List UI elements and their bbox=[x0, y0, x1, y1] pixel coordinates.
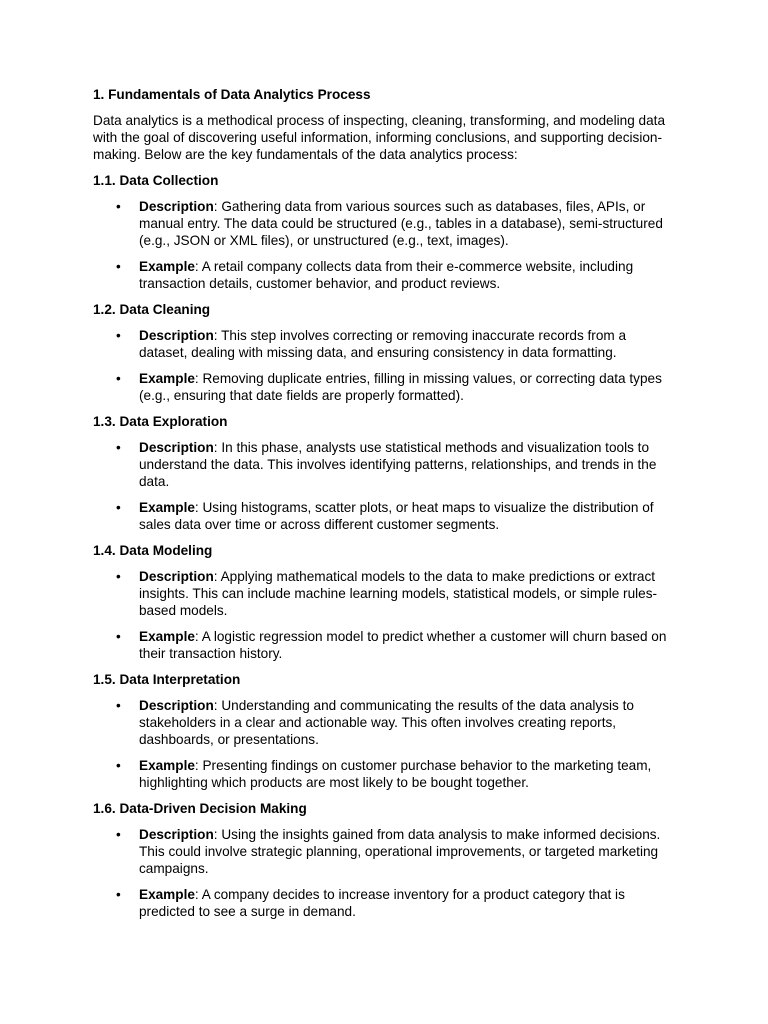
list-item bbox=[93, 258, 678, 292]
item-text: : A logistic regression model to predict whether a customer will churn based on their transaction history. bbox=[139, 629, 667, 661]
item-text: : Removing duplicate entries, filling in missing values, or correcting data types (e.g., ensuring that date fields are properly formatted). bbox=[139, 371, 662, 403]
item-label: Description bbox=[139, 328, 214, 343]
item-label: Description bbox=[139, 698, 214, 713]
item-text: : Using histograms, scatter plots, or heat maps to visualize the distribution of sales data over time or across different customer segments. bbox=[139, 500, 654, 532]
item-label: Example bbox=[139, 629, 195, 644]
section-heading: 1.4. Data Modeling bbox=[93, 543, 213, 558]
item-text: : Gathering data from various sources such as databases, files, APIs, or manual entry. The data could be structured (e.g., tables in a database), semi-structured (e.g., JSON or XML files), or unstructured (e.g., text, images). bbox=[139, 199, 663, 248]
section-list bbox=[93, 439, 678, 533]
list-item bbox=[93, 628, 678, 662]
section-heading: 1.6. Data-Driven Decision Making bbox=[93, 801, 307, 816]
item-label: Example bbox=[139, 371, 195, 386]
item-text: : Applying mathematical models to the data to make predictions or extract insights. This can include machine learning models, statistical models, or simple rules-based models. bbox=[139, 569, 658, 618]
bullet-icon: • bbox=[116, 758, 121, 773]
list-item bbox=[93, 499, 678, 533]
section-list bbox=[93, 826, 678, 920]
item-label: Example bbox=[139, 500, 195, 515]
item-label: Description bbox=[139, 827, 214, 842]
list-item bbox=[93, 370, 678, 404]
list-item bbox=[93, 826, 678, 877]
list-item bbox=[93, 697, 678, 748]
list-item bbox=[93, 327, 678, 361]
list-item bbox=[93, 568, 678, 619]
bullet-icon: • bbox=[116, 371, 121, 386]
section-heading: 1.3. Data Exploration bbox=[93, 414, 228, 429]
item-text: : In this phase, analysts use statistical methods and visualization tools to understand the data. This involves identifying patterns, relationships, and trends in the data. bbox=[139, 440, 657, 489]
item-text: : Using the insights gained from data analysis to make informed decisions. This could involve strategic planning, operational improvements, or targeted marketing campaigns. bbox=[139, 827, 661, 876]
item-label: Description bbox=[139, 199, 214, 214]
list-item bbox=[93, 198, 678, 249]
item-label: Description bbox=[139, 440, 214, 455]
item-label: Example bbox=[139, 259, 195, 274]
intro-paragraph: Data analytics is a methodical process of inspecting, cleaning, transforming, and modeling data with the goal of discovering useful information, informing conclusions, and supporting decision-making. Below are the key fundamentals of the data analytics process: bbox=[93, 113, 666, 162]
bullet-icon: • bbox=[116, 698, 121, 713]
section-heading: 1.5. Data Interpretation bbox=[93, 672, 241, 687]
bullet-icon: • bbox=[116, 887, 121, 902]
bullet-icon: • bbox=[116, 199, 121, 214]
list-item bbox=[93, 757, 678, 791]
section-list bbox=[93, 327, 678, 404]
item-text: : Presenting findings on customer purchase behavior to the marketing team, highlighting which products are most likely to be bought together. bbox=[139, 758, 652, 790]
item-label: Example bbox=[139, 758, 195, 773]
document-title: 1. Fundamentals of Data Analytics Process bbox=[93, 87, 371, 102]
list-item bbox=[93, 439, 678, 490]
sections-container bbox=[93, 172, 678, 920]
item-label: Example bbox=[139, 887, 195, 902]
item-label: Description bbox=[139, 569, 214, 584]
section-list bbox=[93, 568, 678, 662]
bullet-icon: • bbox=[116, 569, 121, 584]
bullet-icon: • bbox=[116, 827, 121, 842]
item-text: : Understanding and communicating the results of the data analysis to stakeholders in a clear and actionable way. This often involves creating reports, dashboards, or presentations. bbox=[139, 698, 634, 747]
bullet-icon: • bbox=[116, 440, 121, 455]
item-text: : This step involves correcting or removing inaccurate records from a dataset, dealing with missing data, and ensuring consistency in data formatting. bbox=[139, 328, 627, 360]
item-text: : A retail company collects data from their e-commerce website, including transaction details, customer behavior, and product reviews. bbox=[139, 259, 634, 291]
section-heading: 1.2. Data Cleaning bbox=[93, 302, 211, 317]
item-text: : A company decides to increase inventory for a product category that is predicted to see a surge in demand. bbox=[139, 887, 625, 919]
section-list bbox=[93, 697, 678, 791]
section-heading: 1.1. Data Collection bbox=[93, 173, 219, 188]
bullet-icon: • bbox=[116, 500, 121, 515]
bullet-icon: • bbox=[116, 259, 121, 274]
list-item bbox=[93, 886, 678, 920]
bullet-icon: • bbox=[116, 629, 121, 644]
section-list bbox=[93, 198, 678, 292]
bullet-icon: • bbox=[116, 328, 121, 343]
